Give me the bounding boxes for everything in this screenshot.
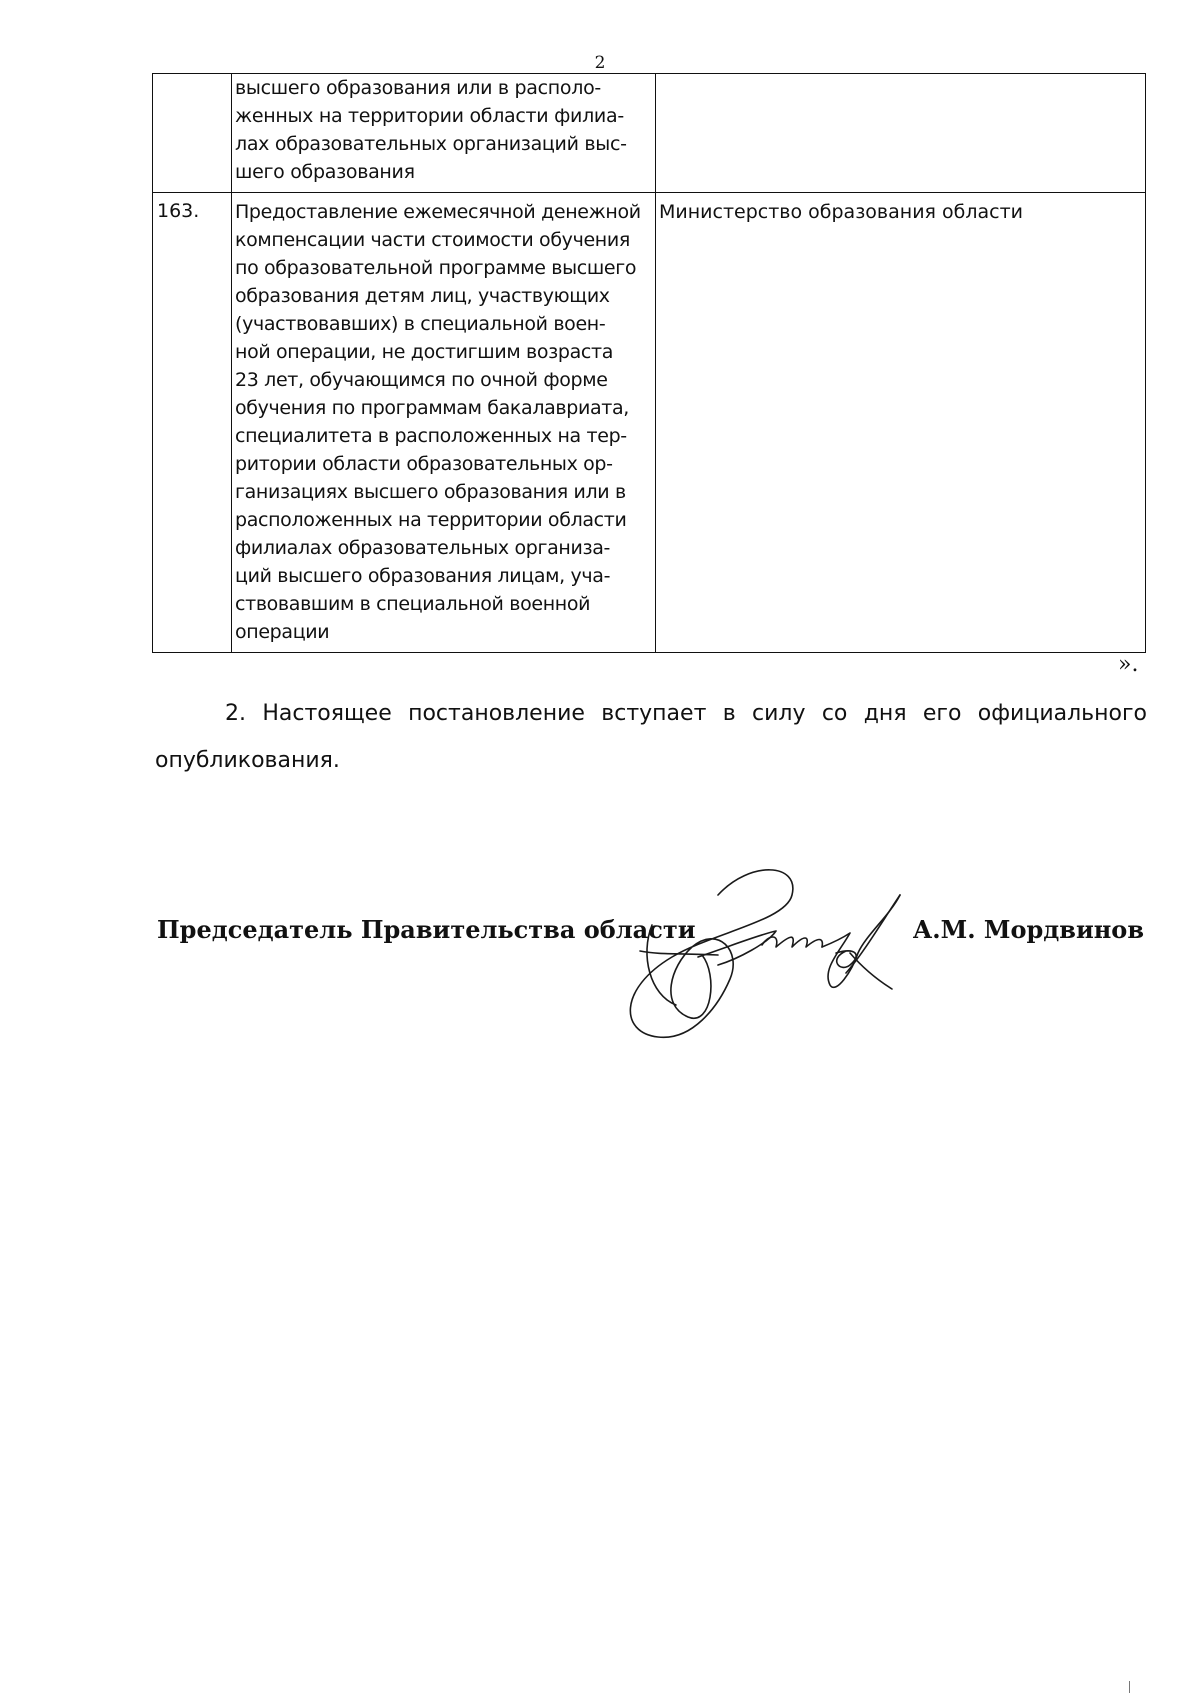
row-number-cell: 163. <box>153 193 232 653</box>
description-line: по образовательной программе высшего <box>235 257 637 279</box>
paragraph-word: Настоящее <box>262 701 392 726</box>
row-number-cell <box>153 74 232 193</box>
description-line: компенсации части стоимости обучения <box>235 229 630 251</box>
description-line: шего образования <box>235 161 415 183</box>
document-table <box>152 73 1146 653</box>
description-line: расположенных на территории области <box>235 509 627 531</box>
handwritten-signature <box>600 855 940 1070</box>
description-line: ций высшего образования лицам, уча- <box>235 565 611 587</box>
description-line: Предоставление ежемесячной денежной <box>235 201 641 223</box>
paragraph-2-line-1 <box>155 700 1147 728</box>
paragraph-word: силу <box>752 701 806 726</box>
paragraph-word: 2. <box>225 701 246 726</box>
description-line: 23 лет, обучающимся по очной форме <box>235 369 608 391</box>
description-line: ной операции, не достигшим возраста <box>235 341 613 363</box>
paragraph-word: вступает <box>601 701 707 726</box>
row-authority-cell <box>656 74 1146 193</box>
table-row <box>153 193 1146 653</box>
paragraph-2-line-2: опубликования. <box>155 748 340 773</box>
description-line: ствовавшим в специальной военной <box>235 593 591 615</box>
table-row <box>153 74 1146 193</box>
paragraph-word: его <box>922 701 962 726</box>
row-description-cell <box>232 193 656 653</box>
signatory-name: А.М. Мордвинов <box>912 915 1144 944</box>
page-number: 2 <box>594 53 606 73</box>
description-line: (участвовавших) в специальной воен- <box>235 313 606 335</box>
closing-quote: ». <box>1118 652 1139 677</box>
description-line: высшего образования или в располо- <box>235 77 601 99</box>
description-line: обучения по программам бакалавриата, <box>235 397 629 419</box>
description-line: филиалах образовательных организа- <box>235 537 611 559</box>
description-line: женных на территории области филиа- <box>235 105 624 127</box>
paragraph-word: со <box>821 701 848 726</box>
paragraph-word: официального <box>977 701 1147 726</box>
paragraph-word: постановление <box>408 701 585 726</box>
description-line: специалитета в расположенных на тер- <box>235 425 627 447</box>
description-line: лах образовательных организаций выс- <box>235 133 627 155</box>
description-line: ритории области образовательных ор- <box>235 453 613 475</box>
signatory-position: Председатель Правительства области <box>157 915 696 944</box>
description-line: образования детям лиц, участвующих <box>235 285 610 307</box>
scan-artifact <box>1129 1681 1130 1693</box>
paragraph-word: дня <box>863 701 907 726</box>
description-line: операции <box>235 621 330 643</box>
paragraph-word: в <box>722 701 736 726</box>
row-authority-cell: Министерство образования области <box>656 193 1146 653</box>
description-line: ганизациях высшего образования или в <box>235 481 626 503</box>
row-description-cell <box>232 74 656 193</box>
